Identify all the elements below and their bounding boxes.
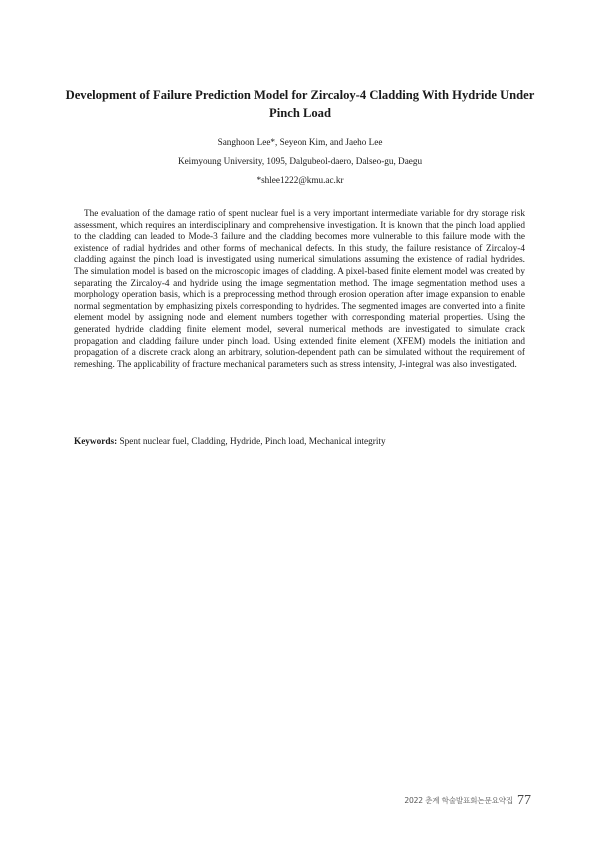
page-footer bbox=[404, 790, 531, 809]
keywords-list: Spent nuclear fuel, Cladding, Hydride, Pinch load, Mechanical integrity bbox=[119, 437, 386, 447]
authors: Sanghoon Lee*, Seyeon Kim, and Jaeho Lee bbox=[217, 137, 383, 147]
paper-title: Development of Failure Prediction Model for Zircaloy-4 Cladding With Hydride Under Pinch Load bbox=[65, 88, 535, 120]
page-number: 77 bbox=[517, 792, 531, 808]
proceedings-label: 2022 춘계 학술발표회논문요약집 bbox=[404, 796, 513, 805]
keywords bbox=[74, 437, 525, 449]
contact-email: *shlee1222@kmu.ac.kr bbox=[256, 175, 344, 185]
keywords-label: Keywords: bbox=[74, 437, 118, 447]
affiliation: Keimyoung University, 1095, Dalgubeol-daero, Dalseo-gu, Daegu bbox=[177, 156, 423, 166]
abstract-text: The evaluation of the damage ratio of spent nuclear fuel is a very important intermediate variable for dry storage risk assessment, which requires an interdisciplinary and comprehensive investigation. It is known that the pinch load applied to the cladding can leaded to Mode-3 failure and the cladding becomes more vulnerable to this failure mode with the existence of radial hydrides and other forms of mechanical defects. In this study, the failure resistance of Zircaloy-4 cladding against the pinch load is investigated using numerical simulations assuming the existence of radial hydrides. The simulation model is based on the microscopic images of cladding. A pixel-based finite element model was created by separating the Zircaloy-4 and hydride using the image segmentation method. The image segmentation method uses a morphology operation basis, which is a preprocessing method through erosion operation after image expansion to enable normal segmentation by emphasizing pixels corresponding to hydrides. The segmented images are converted into a finite element model by assigning node and element numbers together with corresponding material properties. Using the generated hydride cladding finite element model, several numerical methods are investigated to simulate crack propagation and cladding failure under pinch load. Using extended finite element (XFEM) models the initiation and propagation of a discrete crack along an arbitrary, solution-dependent path can be simulated without the requirement of remeshing. The applicability of fracture mechanical parameters such as stress intensity, J-integral was also investigated. bbox=[74, 209, 525, 370]
